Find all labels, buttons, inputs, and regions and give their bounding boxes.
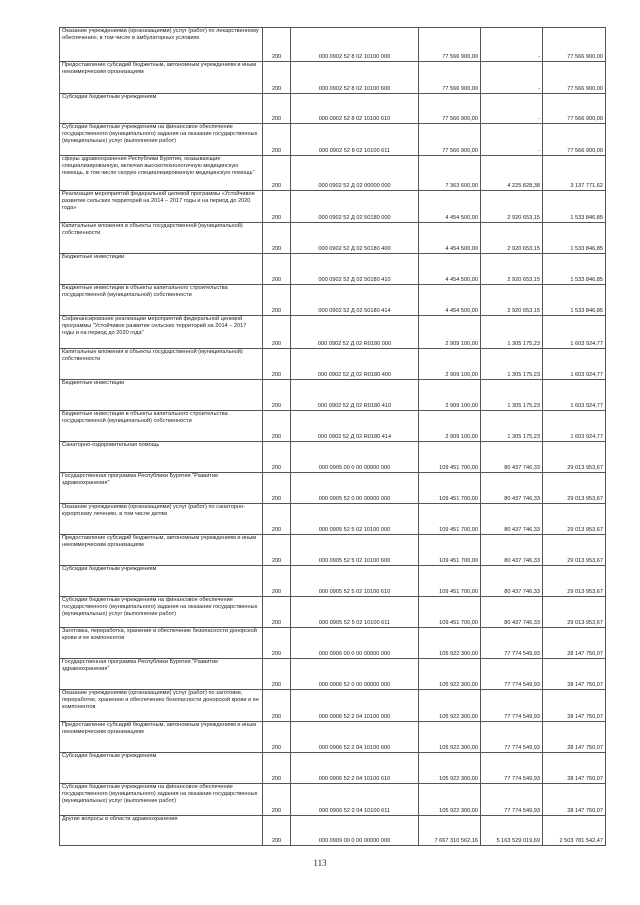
table-row: [60, 722, 606, 753]
row-approved-amount-cell: 109 451 700,00: [419, 597, 481, 628]
row-approved-amount-cell: 2 909 100,00: [419, 411, 481, 442]
row-remaining-amount-cell: 77 566 900,00: [543, 94, 606, 124]
table-row: [60, 124, 606, 156]
row-executed-amount-cell: -: [481, 62, 543, 94]
row-executed-amount-cell: 77 774 549,93: [481, 722, 543, 753]
row-name-cell: Государственная программа Республики Бурятия "Развитие здравоохранения": [60, 473, 263, 504]
row-budget-code-cell: 000 0906 52 2 04 10100 610: [291, 753, 419, 784]
row-executed-amount-cell: 1 305 175,23: [481, 349, 543, 380]
row-name-cell: Субсидии бюджетным учреждениям на финансовое обеспечение государственного (муниципального) задания на оказание государственных (муниципальных) услуг (выполнение работ): [60, 124, 263, 156]
row-executed-amount-cell: -: [481, 28, 543, 62]
row-line-code-cell: 200: [263, 597, 291, 628]
row-line-code-cell: 200: [263, 254, 291, 285]
row-remaining-amount-cell: 1 603 924,77: [543, 316, 606, 349]
row-executed-amount-cell: 2 920 653,15: [481, 191, 543, 223]
row-approved-amount-cell: 77 566 900,00: [419, 94, 481, 124]
row-budget-code-cell: 000 0902 52 Д 02 50180 000: [291, 191, 419, 223]
row-approved-amount-cell: 105 922 300,00: [419, 722, 481, 753]
row-name-cell: Субсидии бюджетным учреждениям на финансовое обеспечение государственного (муниципального) задания на оказание государственных (муниципальных) услуг (выполнение работ): [60, 597, 263, 628]
row-approved-amount-cell: 105 922 300,00: [419, 753, 481, 784]
row-remaining-amount-cell: 28 147 750,07: [543, 690, 606, 722]
table-row: [60, 94, 606, 124]
row-executed-amount-cell: 80 437 746,33: [481, 535, 543, 566]
row-remaining-amount-cell: 77 566 900,00: [543, 124, 606, 156]
row-name-cell: Софинансирование реализации мероприятий федеральной целевой программы "Устойчивое развитие сельских территорий на 2014 – 2017 годы и на период до 2020 года": [60, 316, 263, 349]
row-name-cell: Бюджетные инвестиции: [60, 380, 263, 411]
row-name-cell: Капитальные вложения в объекты государственной (муниципальной) собственности: [60, 349, 263, 380]
row-remaining-amount-cell: 1 603 924,77: [543, 411, 606, 442]
row-line-code-cell: 200: [263, 28, 291, 62]
row-line-code-cell: 200: [263, 690, 291, 722]
row-remaining-amount-cell: 2 503 781 542,47: [543, 816, 606, 846]
row-approved-amount-cell: 2 909 100,00: [419, 349, 481, 380]
row-remaining-amount-cell: 29 013 953,67: [543, 535, 606, 566]
table-row: [60, 411, 606, 442]
row-line-code-cell: 200: [263, 191, 291, 223]
row-name-cell: Другие вопросы в области здравоохранения: [60, 816, 263, 846]
row-budget-code-cell: 000 0902 52 Д 02 R0180 414: [291, 411, 419, 442]
row-name-cell: Предоставление субсидий бюджетным, автономным учреждениям и иным некоммерческим организациям: [60, 722, 263, 753]
table-row: [60, 784, 606, 816]
row-budget-code-cell: 000 0902 52 Д 02 50180 400: [291, 223, 419, 254]
table-row: [60, 223, 606, 254]
row-executed-amount-cell: 1 305 175,23: [481, 411, 543, 442]
table-row: [60, 473, 606, 504]
row-line-code-cell: 200: [263, 566, 291, 597]
row-approved-amount-cell: 109 451 700,00: [419, 442, 481, 473]
row-name-cell: Капитальные вложения в объекты государственной (муниципальной) собственности: [60, 223, 263, 254]
row-remaining-amount-cell: 28 147 750,07: [543, 784, 606, 816]
row-line-code-cell: 200: [263, 753, 291, 784]
row-name-cell: Оказание учреждениями (организациями) услуг (работ) по заготовке, переработке, хранению и обеспечению безопасности донорской крови и ее компонентов: [60, 690, 263, 722]
row-approved-amount-cell: 4 454 500,00: [419, 285, 481, 316]
row-budget-code-cell: 000 0902 52 8 02 10100 611: [291, 124, 419, 156]
table-row: [60, 504, 606, 535]
row-line-code-cell: 200: [263, 94, 291, 124]
row-name-cell: Бюджетные инвестиции в объекты капитального строительства государственной (муниципальной) собственности: [60, 411, 263, 442]
row-executed-amount-cell: 77 774 549,93: [481, 690, 543, 722]
row-approved-amount-cell: 109 451 700,00: [419, 566, 481, 597]
row-line-code-cell: 200: [263, 473, 291, 504]
row-name-cell: Предоставление субсидий бюджетным, автономным учреждениям и иным некоммерческим организациям: [60, 535, 263, 566]
row-approved-amount-cell: 7 363 600,00: [419, 156, 481, 191]
table-row: [60, 28, 606, 62]
row-remaining-amount-cell: 1 533 846,85: [543, 254, 606, 285]
row-executed-amount-cell: 80 437 746,33: [481, 504, 543, 535]
row-line-code-cell: 200: [263, 535, 291, 566]
row-remaining-amount-cell: 29 013 953,67: [543, 566, 606, 597]
row-remaining-amount-cell: 29 013 953,67: [543, 442, 606, 473]
budget-execution-table: [59, 27, 606, 846]
table-row: [60, 316, 606, 349]
row-budget-code-cell: 000 0905 52 5 02 10100 611: [291, 597, 419, 628]
row-name-cell: Реализация мероприятий федеральной целевой программы «Устойчивое развитие сельских территорий на 2014 – 2017 годы и на период до 2020 года»: [60, 191, 263, 223]
row-budget-code-cell: 000 0906 52 2 04 10100 600: [291, 722, 419, 753]
table-row: [60, 628, 606, 659]
row-executed-amount-cell: 80 437 746,33: [481, 566, 543, 597]
row-budget-code-cell: 000 0905 52 5 02 10100 600: [291, 535, 419, 566]
row-budget-code-cell: 000 0902 52 Д 02 R0180 000: [291, 316, 419, 349]
row-line-code-cell: 200: [263, 316, 291, 349]
row-line-code-cell: 200: [263, 285, 291, 316]
row-name-cell: Оказание учреждениями (организациями) услуг (работ) по лекарственному обеспечению, в том числе в амбулаторных условиях: [60, 28, 263, 62]
row-budget-code-cell: 000 0902 52 Д 02 50180 410: [291, 254, 419, 285]
row-executed-amount-cell: 80 437 746,33: [481, 473, 543, 504]
row-budget-code-cell: 000 0902 52 Д 02 50180 414: [291, 285, 419, 316]
row-remaining-amount-cell: 29 013 953,67: [543, 504, 606, 535]
table-row: [60, 659, 606, 690]
row-line-code-cell: 200: [263, 223, 291, 254]
table-row: [60, 535, 606, 566]
row-executed-amount-cell: 77 774 549,93: [481, 753, 543, 784]
row-executed-amount-cell: -: [481, 94, 543, 124]
table-row: [60, 62, 606, 94]
row-approved-amount-cell: 2 909 100,00: [419, 380, 481, 411]
row-budget-code-cell: 000 0906 52 2 04 10100 611: [291, 784, 419, 816]
row-line-code-cell: 200: [263, 659, 291, 690]
row-remaining-amount-cell: 3 137 771,62: [543, 156, 606, 191]
row-name-cell: Предоставление субсидий бюджетным, автономным учреждениям и иным некоммерческим организациям: [60, 62, 263, 94]
table-row: [60, 816, 606, 846]
row-executed-amount-cell: 5 163 529 019,69: [481, 816, 543, 846]
table-row: [60, 380, 606, 411]
row-budget-code-cell: 000 0909 00 0 00 00000 000: [291, 816, 419, 846]
table-row: [60, 285, 606, 316]
row-remaining-amount-cell: 29 013 953,67: [543, 597, 606, 628]
row-approved-amount-cell: 105 922 300,00: [419, 628, 481, 659]
row-approved-amount-cell: 77 566 900,00: [419, 62, 481, 94]
row-budget-code-cell: 000 0902 52 Д 02 R0180 400: [291, 349, 419, 380]
row-remaining-amount-cell: 1 603 924,77: [543, 349, 606, 380]
row-line-code-cell: 200: [263, 442, 291, 473]
row-approved-amount-cell: 4 454 500,00: [419, 191, 481, 223]
row-approved-amount-cell: 109 451 700,00: [419, 473, 481, 504]
row-approved-amount-cell: 105 922 300,00: [419, 690, 481, 722]
row-executed-amount-cell: 2 920 653,15: [481, 223, 543, 254]
row-approved-amount-cell: 105 922 300,00: [419, 784, 481, 816]
table-row: [60, 191, 606, 223]
row-executed-amount-cell: 1 305 175,23: [481, 380, 543, 411]
row-executed-amount-cell: 4 225 828,38: [481, 156, 543, 191]
table-row: [60, 254, 606, 285]
page-number: 113: [313, 858, 327, 868]
table-row: [60, 690, 606, 722]
row-executed-amount-cell: 77 774 549,93: [481, 628, 543, 659]
row-remaining-amount-cell: 77 566 900,00: [543, 28, 606, 62]
row-name-cell: сферы здравоохранения Республики Бурятия, оказывающие специализированную, включая высокотехнологичную медицинскую помощь, в том числе скорую специализированную медицинскую помощь": [60, 156, 263, 191]
row-line-code-cell: 200: [263, 62, 291, 94]
row-budget-code-cell: 000 0905 52 5 02 10100 000: [291, 504, 419, 535]
table-row: [60, 349, 606, 380]
row-line-code-cell: 200: [263, 380, 291, 411]
row-executed-amount-cell: 77 774 549,93: [481, 659, 543, 690]
row-line-code-cell: 200: [263, 156, 291, 191]
table-row: [60, 753, 606, 784]
row-line-code-cell: 200: [263, 124, 291, 156]
row-line-code-cell: 200: [263, 722, 291, 753]
row-executed-amount-cell: -: [481, 124, 543, 156]
row-line-code-cell: 200: [263, 349, 291, 380]
row-budget-code-cell: 000 0906 52 2 04 10100 000: [291, 690, 419, 722]
row-executed-amount-cell: 2 920 653,15: [481, 254, 543, 285]
row-remaining-amount-cell: 28 147 750,07: [543, 753, 606, 784]
row-budget-code-cell: 000 0906 00 0 00 00000 000: [291, 628, 419, 659]
row-line-code-cell: 200: [263, 411, 291, 442]
row-budget-code-cell: 000 0902 52 8 02 10100 610: [291, 94, 419, 124]
row-remaining-amount-cell: 28 147 750,07: [543, 659, 606, 690]
row-remaining-amount-cell: 29 013 953,67: [543, 473, 606, 504]
row-approved-amount-cell: 105 922 300,00: [419, 659, 481, 690]
row-approved-amount-cell: 109 451 700,00: [419, 535, 481, 566]
row-approved-amount-cell: 2 909 100,00: [419, 316, 481, 349]
row-name-cell: Заготовка, переработка, хранение и обеспечение безопасности донорской крови и ее компонентов: [60, 628, 263, 659]
row-approved-amount-cell: 4 454 500,00: [419, 223, 481, 254]
row-remaining-amount-cell: 77 566 900,00: [543, 62, 606, 94]
row-budget-code-cell: 000 0905 52 0 00 00000 000: [291, 473, 419, 504]
row-approved-amount-cell: 7 667 310 562,16: [419, 816, 481, 846]
row-approved-amount-cell: 77 566 900,00: [419, 124, 481, 156]
row-executed-amount-cell: 77 774 549,93: [481, 784, 543, 816]
row-approved-amount-cell: 77 566 900,00: [419, 28, 481, 62]
row-budget-code-cell: 000 0902 52 Д 02 R0180 410: [291, 380, 419, 411]
row-budget-code-cell: 000 0902 52 8 02 10100 600: [291, 62, 419, 94]
row-approved-amount-cell: 4 454 500,00: [419, 254, 481, 285]
row-name-cell: Субсидии бюджетным учреждениям: [60, 566, 263, 597]
row-name-cell: Бюджетные инвестиции: [60, 254, 263, 285]
row-name-cell: Бюджетные инвестиции в объекты капитального строительства государственной (муниципальной) собственности: [60, 285, 263, 316]
row-remaining-amount-cell: 28 147 750,07: [543, 722, 606, 753]
row-remaining-amount-cell: 1 533 846,85: [543, 285, 606, 316]
table-row: [60, 442, 606, 473]
row-budget-code-cell: 000 0902 52 Д 02 00000 000: [291, 156, 419, 191]
row-name-cell: Оказание учреждениями (организациями) услуг (работ) по санаторно-курортному лечению, в том числе детям: [60, 504, 263, 535]
row-budget-code-cell: 000 0905 52 5 02 10100 610: [291, 566, 419, 597]
row-executed-amount-cell: 80 437 746,33: [481, 442, 543, 473]
row-line-code-cell: 200: [263, 784, 291, 816]
row-remaining-amount-cell: 1 603 924,77: [543, 380, 606, 411]
row-remaining-amount-cell: 28 147 750,07: [543, 628, 606, 659]
row-budget-code-cell: 000 0906 52 0 00 00000 000: [291, 659, 419, 690]
row-name-cell: Государственная программа Республики Бурятия "Развитие здравоохранения": [60, 659, 263, 690]
row-line-code-cell: 200: [263, 504, 291, 535]
row-name-cell: Санаторно-оздоровительная помощь: [60, 442, 263, 473]
row-remaining-amount-cell: 1 533 846,85: [543, 191, 606, 223]
row-line-code-cell: 200: [263, 816, 291, 846]
table-row: [60, 597, 606, 628]
row-budget-code-cell: 000 0902 52 8 02 10100 000: [291, 28, 419, 62]
row-name-cell: Субсидии бюджетным учреждениям на финансовое обеспечение государственного (муниципального) задания на оказание государственных (муниципальных) услуг (выполнение работ): [60, 784, 263, 816]
row-approved-amount-cell: 109 451 700,00: [419, 504, 481, 535]
row-name-cell: Субсидии бюджетным учреждениям: [60, 94, 263, 124]
row-executed-amount-cell: 2 920 653,15: [481, 285, 543, 316]
table-row: [60, 156, 606, 191]
row-executed-amount-cell: 1 305 175,23: [481, 316, 543, 349]
table-row: [60, 566, 606, 597]
row-budget-code-cell: 000 0905 00 0 00 00000 000: [291, 442, 419, 473]
row-name-cell: Субсидии бюджетным учреждениям: [60, 753, 263, 784]
row-remaining-amount-cell: 1 533 846,85: [543, 223, 606, 254]
row-executed-amount-cell: 80 437 746,33: [481, 597, 543, 628]
table-body: [60, 28, 606, 846]
row-line-code-cell: 200: [263, 628, 291, 659]
